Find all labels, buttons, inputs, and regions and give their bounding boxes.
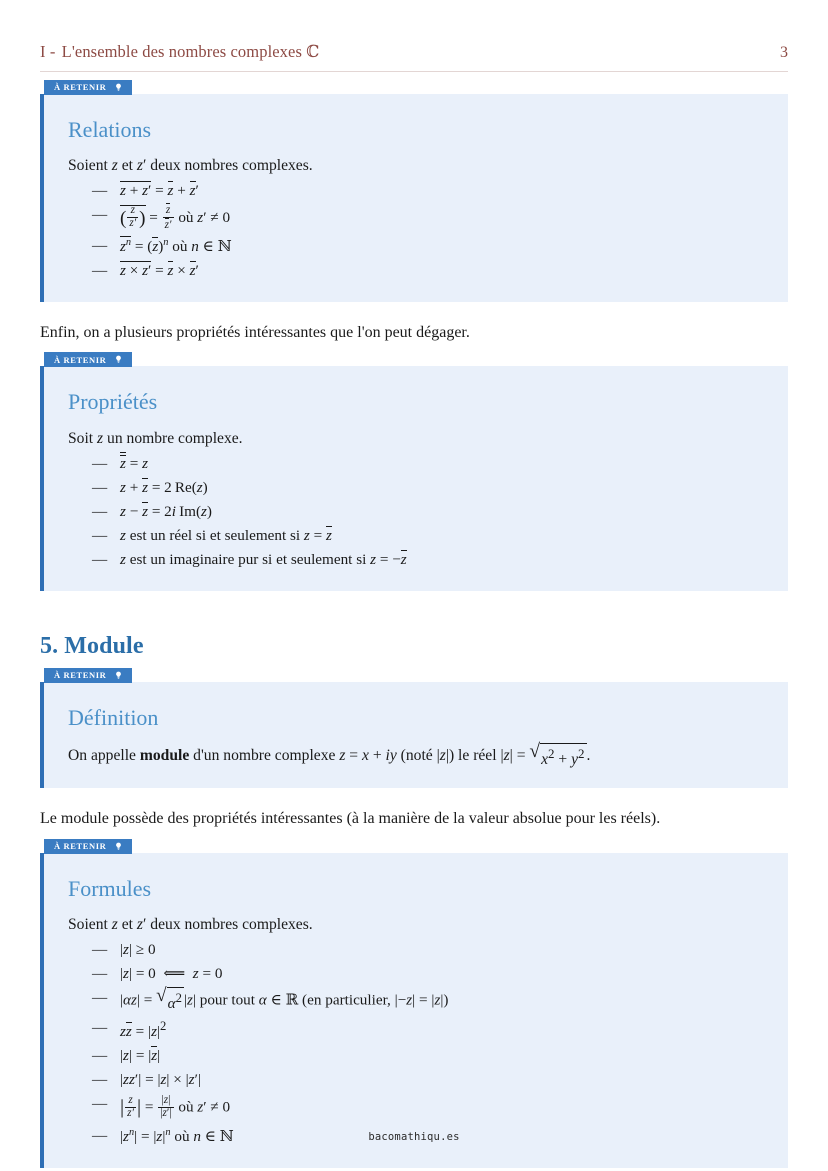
badge-label: À RETENIR bbox=[54, 840, 107, 851]
list-item: — ( $\frac{z}{z'}$ ) = $\frac{z}{z'}$ où z′ ≠ 0 bbox=[92, 204, 770, 233]
badge-label: À RETENIR bbox=[54, 669, 107, 680]
callout-body-relations bbox=[68, 155, 770, 282]
badge-a-retenir bbox=[44, 839, 132, 854]
relations-item-list bbox=[68, 180, 770, 282]
formules-intro: Soient z et z′ deux nombres complexes. bbox=[68, 915, 313, 933]
callout-title-relations: Relations bbox=[68, 117, 152, 142]
callout-title-definition: Définition bbox=[68, 704, 159, 730]
callout-body-formules bbox=[68, 914, 770, 1148]
lightbulb-icon bbox=[114, 83, 123, 92]
list-item: — z = z bbox=[92, 453, 770, 475]
callout-body-proprietes bbox=[68, 428, 770, 571]
definition-sentence: On appelle module d'un nombre complexe z = x + iy (noté |z|) le réel |z| = √ $x^2 + y^2$ . bbox=[68, 743, 770, 770]
badge-label: À RETENIR bbox=[54, 82, 107, 93]
list-item: — z est un réel si et seulement si z = z bbox=[92, 525, 770, 547]
badge-a-retenir bbox=[44, 80, 132, 95]
list-item: — $z^n = (z)^n$ où n ∈ ℕ bbox=[92, 235, 770, 258]
definition-keyword: module bbox=[139, 747, 190, 765]
paragraph-after-relations: Enfin, on a plusieurs propriétés intéressantes que l'on peut dégager. bbox=[40, 323, 470, 341]
page-number: 3 bbox=[780, 44, 788, 61]
definition-text-part1: On appelle bbox=[68, 747, 140, 765]
callout-formules bbox=[40, 840, 788, 1168]
section-heading-module: 5. Module bbox=[40, 632, 144, 659]
list-item: — z + z′ = z + z′ bbox=[92, 180, 770, 202]
paragraph-after-definition: Le module possède des propriétés intéressantes (à la manière de la valeur absolue pour les réels). bbox=[40, 810, 661, 828]
relations-intro: Soient z et z′ deux nombres complexes. bbox=[68, 157, 313, 175]
header-chapter-label: L'ensemble des nombres complexes ℂ bbox=[61, 42, 320, 61]
callout-proprietes bbox=[40, 354, 788, 590]
definition-text-part2: d'un nombre complexe bbox=[189, 747, 340, 765]
list-item: — $|z^n| = |z|^n$ où n ∈ ℕ bbox=[92, 1125, 770, 1148]
list-item: — | $\frac{z}{z'}$ | = $\frac{|z|}{|z'|}$ où z′ ≠ 0 bbox=[92, 1093, 770, 1123]
badge-a-retenir bbox=[44, 352, 132, 367]
lightbulb-icon bbox=[114, 842, 123, 851]
callout-title-formules: Formules bbox=[68, 875, 152, 901]
header-chapter-title bbox=[40, 42, 319, 62]
list-item: — |z| = |z| bbox=[92, 1045, 770, 1067]
proprietes-item-list bbox=[68, 453, 770, 571]
badge-a-retenir bbox=[44, 668, 132, 683]
list-item: — |zz′| = |z| × |z′| bbox=[92, 1069, 770, 1091]
list-item: — |z| = 0 ⟸ z = 0 bbox=[92, 963, 770, 985]
formules-item-list bbox=[68, 939, 770, 1148]
lightbulb-icon bbox=[114, 671, 123, 680]
list-item: — z − z = 2i Im(z) bbox=[92, 501, 770, 523]
page-footer: bacomathiqu.es bbox=[368, 1131, 460, 1143]
list-item: — z est un imaginaire pur si et seulement si z = −z bbox=[92, 549, 770, 571]
badge-label: À RETENIR bbox=[54, 354, 107, 365]
callout-relations bbox=[40, 82, 788, 302]
callout-body-definition bbox=[68, 743, 770, 770]
list-item: — |αz| = √ $\alpha^2$ |z| pour tout α ∈ ℝ (en particulier, |−z| = |z|) bbox=[92, 987, 770, 1015]
running-header bbox=[40, 0, 788, 72]
header-chapter-number: I - bbox=[40, 42, 56, 61]
proprietes-intro: Soit z un nombre complexe. bbox=[68, 429, 243, 447]
lightbulb-icon bbox=[114, 355, 123, 364]
list-item: — |z| ≥ 0 bbox=[92, 939, 770, 961]
callout-title-proprietes: Propriétés bbox=[68, 389, 158, 415]
list-item: — zz = $|z|^2$ bbox=[92, 1017, 770, 1043]
list-item: — z + z = 2 Re(z) bbox=[92, 477, 770, 499]
callout-definition bbox=[40, 669, 788, 788]
list-item: — z × z′ = z × z′ bbox=[92, 260, 770, 282]
